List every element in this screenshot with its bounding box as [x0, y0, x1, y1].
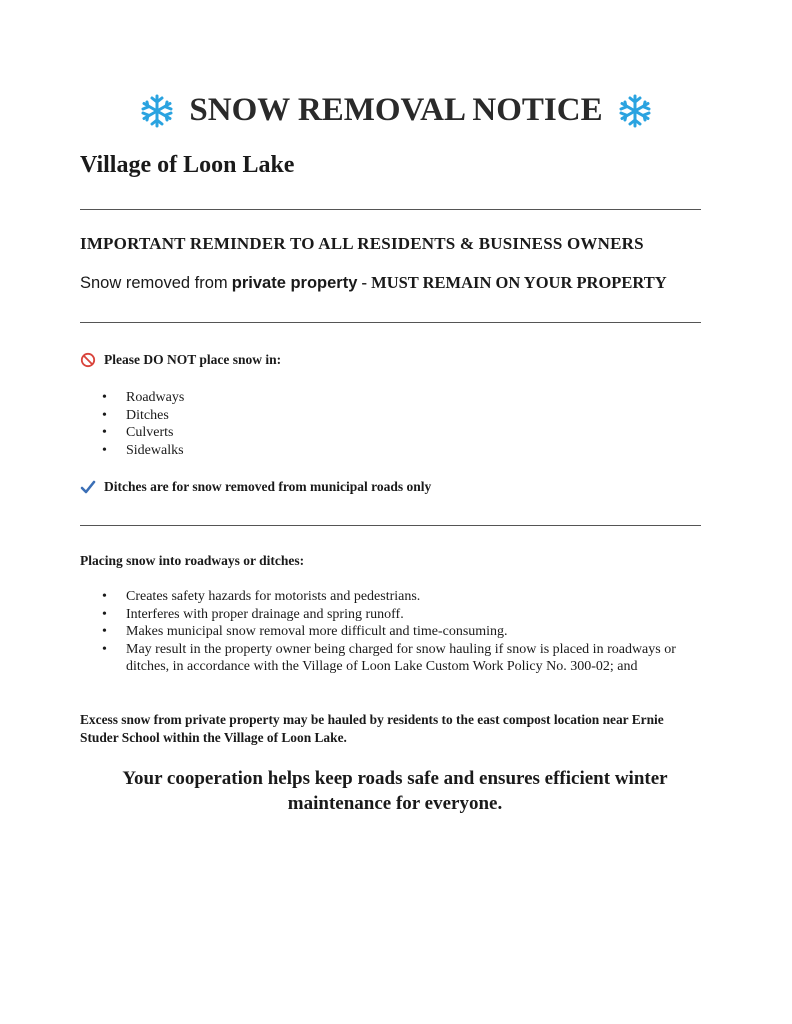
list-item: • May result in the property owner being charged for snow hauling if snow is placed in roadways or ditches, in accordance with the Village of Loon Lake Custom Work Policy No. 300-02; and — [100, 641, 700, 676]
ditch-note: Ditches are for snow removed from municipal roads only — [104, 479, 432, 494]
reminder-heading: IMPORTANT REMINDER TO ALL RESIDENTS & BUSINESS OWNERS — [80, 234, 644, 253]
do-not-list — [100, 389, 184, 459]
notice-title — [0, 92, 792, 129]
list-item: • Interferes with proper drainage and spring runoff. — [100, 606, 700, 624]
list-item: • Creates safety hazards for motorists and pedestrians. — [100, 588, 700, 606]
do-not-heading: Please DO NOT place snow in: — [104, 352, 282, 367]
divider — [80, 525, 701, 526]
snowflake-icon — [139, 93, 175, 129]
consequences-list — [100, 588, 700, 676]
do-not-heading-row — [80, 352, 281, 368]
property-rule-caps: MUST REMAIN ON YOUR PROPERTY — [371, 273, 667, 292]
list-item: • Culverts — [100, 424, 184, 442]
prohibited-icon — [80, 352, 96, 368]
checkmark-icon — [80, 479, 96, 495]
excess-snow-note: Excess snow from private property may be hauled by residents to the east compost location near Ernie Studer School within the Village of Loon Lake. — [80, 712, 664, 745]
divider — [80, 322, 701, 323]
list-item: • Sidewalks — [100, 442, 184, 460]
ditch-note-row — [80, 479, 431, 495]
list-item: • Roadways — [100, 389, 184, 407]
closing-statement: Your cooperation helps keep roads safe and ensures efficient winter maintenance for everyone. — [122, 768, 668, 814]
property-rule-prefix: Snow removed from — [80, 274, 228, 292]
village-name: Village of Loon Lake — [80, 152, 295, 178]
property-rule-bold: private property — [231, 274, 358, 292]
property-rule — [80, 273, 667, 293]
snowflake-icon — [617, 93, 653, 129]
title-text: SNOW REMOVAL NOTICE — [189, 92, 603, 128]
divider — [80, 209, 701, 210]
property-rule-sep: - — [357, 273, 372, 292]
consequences-heading: Placing snow into roadways or ditches: — [80, 553, 305, 568]
list-item: • Ditches — [100, 407, 184, 425]
list-item: • Makes municipal snow removal more difficult and time-consuming. — [100, 623, 700, 641]
